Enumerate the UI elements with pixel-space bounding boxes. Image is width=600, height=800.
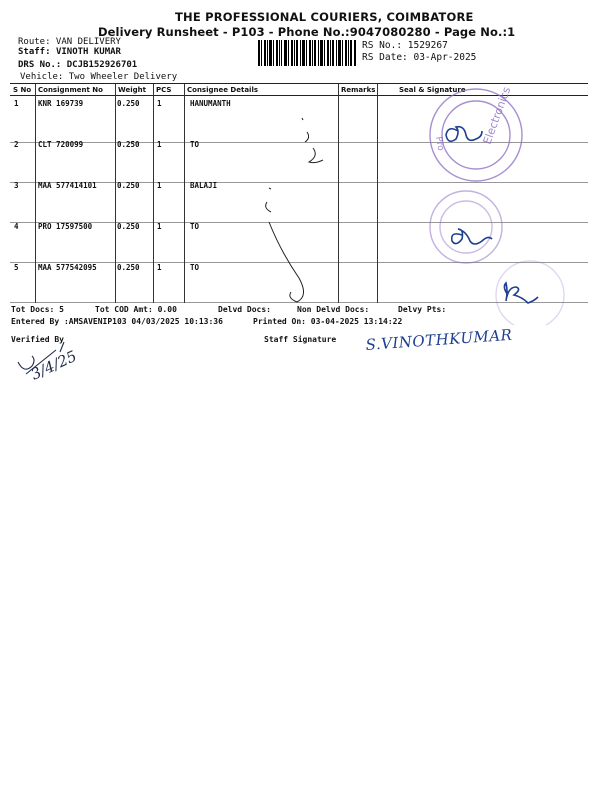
row-sno: 4 (14, 222, 19, 231)
column-divider (377, 84, 378, 303)
staff-row (18, 47, 121, 57)
row-pcs: 1 (157, 140, 162, 149)
row-pcs: 1 (157, 99, 162, 108)
seal-stamp-icon (430, 191, 502, 263)
column-header-consignment: Consignment No (38, 86, 103, 94)
rs-number: RS No.: 1529267 (362, 40, 448, 51)
row-consignee: TO (190, 222, 200, 231)
barcode-image (258, 40, 356, 66)
staff-name: VINOTH KUMAR (55, 47, 121, 57)
column-header-sno: S No (13, 86, 32, 94)
table-top-rule (10, 83, 588, 84)
route-label: Route: VAN DELIVERY (18, 37, 121, 47)
row-consignee: HANUMANTH (190, 99, 231, 108)
rs-date: RS Date: 03-Apr-2025 (362, 52, 477, 63)
column-divider (35, 84, 36, 303)
company-title: THE PROFESSIONAL COURIERS, COIMBATORE (175, 10, 474, 24)
column-header-seal-signature: Seal & Signature (399, 86, 466, 94)
column-header-weight: Weight (118, 86, 146, 94)
row-consignee: TO (190, 140, 200, 149)
verifier-signature (8, 340, 108, 410)
column-divider (184, 84, 185, 303)
runsheet-title: Delivery Runsheet - P103 - Phone No.:9047080280 - Page No.:1 (98, 25, 516, 39)
row-weight: 0.250 (117, 99, 140, 108)
row-consignment: KNR 169739 (38, 99, 84, 108)
vehicle-label: Vehicle: Two Wheeler Delivery (20, 72, 178, 82)
row-consignment: MAA 577542095 (38, 263, 97, 272)
staff-label: Staff: (18, 47, 51, 57)
delivered-docs: Delvd Docs: (218, 305, 271, 314)
row-pcs: 1 (157, 263, 162, 272)
row-pcs: 1 (157, 222, 162, 231)
row-consignment: CLT 720099 (38, 140, 84, 149)
seal-stamp-group (418, 85, 593, 325)
verified-by-label: Verified By (11, 335, 64, 344)
printed-on: Printed On: 03-04-2025 13:14:22 (253, 317, 403, 326)
row-sno: 3 (14, 181, 19, 190)
staff-signature-label: Staff Signature (264, 335, 337, 344)
column-header-consignee: Consignee Details (187, 86, 259, 94)
row-pcs: 1 (157, 181, 162, 190)
row-weight: 0.250 (117, 263, 140, 272)
column-header-remarks: Remarks (341, 86, 376, 94)
handwritten-delivery-marks (255, 110, 345, 305)
row-weight: 0.250 (117, 140, 140, 149)
entered-by: Entered By :AMSAVENIP103 04/03/2025 10:13:36 (11, 317, 223, 326)
row-sno: 1 (14, 99, 19, 108)
row-weight: 0.250 (117, 222, 140, 231)
row-consignee: TO (190, 263, 200, 272)
column-divider (153, 84, 154, 303)
total-cod-amount: Tot COD Amt: 0.00 (95, 305, 177, 314)
staff-handwritten-signature: S.VINOTHKUMAR (365, 325, 513, 354)
row-consignment: MAA 577414101 (38, 181, 97, 190)
svg-text:Pro: Pro (433, 135, 446, 152)
row-consignment: PRO 17597500 (38, 222, 93, 231)
total-docs: Tot Docs: 5 (11, 305, 64, 314)
stamp-text: Electronics (480, 85, 514, 147)
delivery-points: Delvy Pts: (398, 305, 447, 314)
row-sno: 2 (14, 140, 19, 149)
drs-number: DRS No.: DCJB152926701 (18, 60, 138, 70)
non-delivered-docs: Non Delvd Docs: (297, 305, 370, 314)
column-divider (115, 84, 116, 303)
row-weight: 0.250 (117, 181, 140, 190)
row-consignee: BALAJI (190, 181, 218, 190)
row-sno: 5 (14, 263, 19, 272)
column-header-pcs: PCS (156, 86, 172, 94)
verifier-date: 3/4/25 (28, 346, 80, 384)
